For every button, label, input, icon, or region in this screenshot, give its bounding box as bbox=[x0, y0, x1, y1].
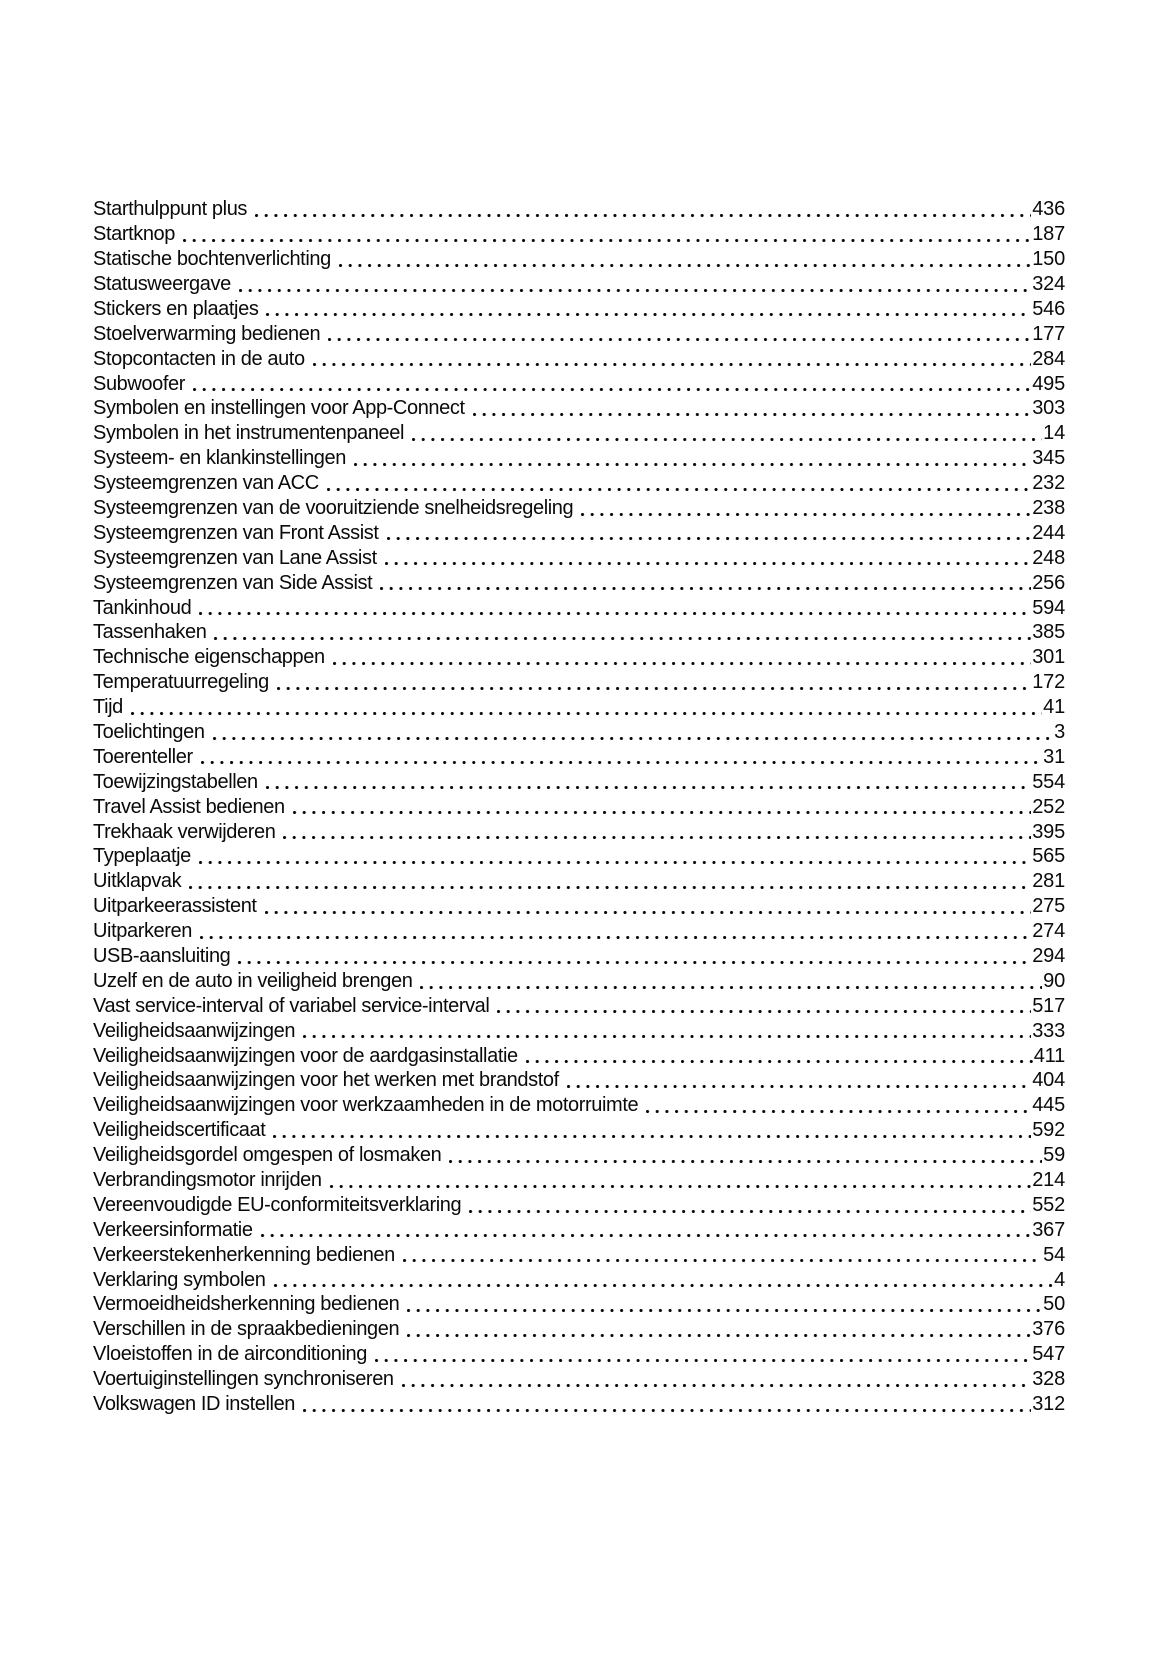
toc-page-number: 177 bbox=[1032, 322, 1065, 345]
toc-entry-label: Systeemgrenzen van Side Assist bbox=[93, 571, 373, 594]
toc-leader-dots bbox=[183, 239, 1031, 242]
toc-leader-dots bbox=[387, 537, 1032, 540]
toc-row bbox=[93, 1143, 1065, 1168]
toc-leader-dots bbox=[497, 1010, 1031, 1013]
toc-row bbox=[93, 1392, 1065, 1417]
toc-leader-dots bbox=[567, 1085, 1031, 1088]
toc-entry-label: Veiligheidsaanwijzingen bbox=[93, 1019, 296, 1042]
toc-entry-label: Vereenvoudigde EU-conformiteitsverklaring bbox=[93, 1193, 462, 1216]
toc-leader-dots bbox=[261, 1234, 1032, 1237]
toc-leader-dots bbox=[239, 289, 1031, 292]
toc-row bbox=[93, 1068, 1065, 1093]
toc-entry-label: Travel Assist bedienen bbox=[93, 795, 285, 818]
toc-page-number: 172 bbox=[1032, 671, 1065, 694]
toc-entry-label: Verkeerstekenherkenning bedienen bbox=[93, 1243, 395, 1266]
toc-page-number: 333 bbox=[1032, 1019, 1065, 1042]
toc-page-number: 411 bbox=[1033, 1044, 1065, 1067]
toc-row bbox=[93, 994, 1065, 1019]
toc-page-number: 232 bbox=[1032, 472, 1065, 495]
toc-page-number: 592 bbox=[1032, 1119, 1065, 1142]
toc-entry-label: Uitparkeren bbox=[93, 920, 192, 943]
toc-row bbox=[93, 471, 1065, 496]
toc-leader-dots bbox=[303, 1409, 1031, 1412]
toc-leader-dots bbox=[380, 587, 1031, 590]
toc-row bbox=[93, 321, 1065, 346]
toc-leader-dots bbox=[214, 637, 1031, 640]
toc-row bbox=[93, 620, 1065, 645]
toc-leader-dots bbox=[646, 1110, 1031, 1113]
toc-leader-dots bbox=[189, 886, 1031, 889]
toc-row bbox=[93, 1093, 1065, 1118]
toc-page-number: 281 bbox=[1032, 870, 1065, 893]
toc-entry-label: Uitklapvak bbox=[93, 870, 182, 893]
toc-entry-label: USB-aansluiting bbox=[93, 945, 231, 968]
toc-leader-dots bbox=[420, 986, 1042, 989]
toc-row bbox=[93, 1043, 1065, 1068]
toc-page-number: 404 bbox=[1032, 1069, 1065, 1092]
toc-entry-label: Technische eigenschappen bbox=[93, 646, 325, 669]
toc-page-number: 248 bbox=[1032, 546, 1065, 569]
toc-row bbox=[93, 869, 1065, 894]
toc-leader-dots bbox=[213, 737, 1054, 740]
toc-page-number: 31 bbox=[1043, 745, 1065, 768]
toc-row bbox=[93, 570, 1065, 595]
toc-entry-label: Uitparkeerassistent bbox=[93, 895, 257, 918]
toc-entry-label: Typeplaatje bbox=[93, 845, 191, 868]
toc-row bbox=[93, 819, 1065, 844]
toc-row bbox=[93, 919, 1065, 944]
toc-entry-label: Tankinhoud bbox=[93, 596, 192, 619]
toc-leader-dots bbox=[354, 463, 1031, 466]
toc-row bbox=[93, 769, 1065, 794]
toc-row bbox=[93, 1218, 1065, 1243]
toc-entry-label: Veiligheidsaanwijzingen voor werkzaamheden in de motorruimte bbox=[93, 1094, 639, 1117]
toc-entry-label: Toewijzingstabellen bbox=[93, 770, 258, 793]
toc-page-number: 594 bbox=[1032, 596, 1065, 619]
toc-leader-dots bbox=[402, 1384, 1032, 1387]
toc-leader-dots bbox=[449, 1160, 1042, 1163]
toc-page-number: 274 bbox=[1032, 920, 1065, 943]
toc-entry-label: Vast service-interval of variabel service-interval bbox=[93, 994, 490, 1017]
toc-entry-label: Statische bochtenverlichting bbox=[93, 248, 331, 271]
toc-row bbox=[93, 222, 1065, 247]
toc-page-number: 303 bbox=[1032, 397, 1065, 420]
toc-row bbox=[93, 446, 1065, 471]
toc-entry-label: Veiligheidscertificaat bbox=[93, 1119, 266, 1142]
toc-leader-dots bbox=[255, 214, 1031, 217]
toc-leader-dots bbox=[199, 612, 1031, 615]
toc-row bbox=[93, 1168, 1065, 1193]
toc-page-number: 495 bbox=[1032, 372, 1065, 395]
toc-page-number: 284 bbox=[1032, 347, 1065, 370]
toc-leader-dots bbox=[283, 836, 1031, 839]
toc-row bbox=[93, 894, 1065, 919]
toc-entry-label: Temperatuurregeling bbox=[93, 671, 269, 694]
toc-row bbox=[93, 346, 1065, 371]
toc-entry-label: Uzelf en de auto in veiligheid brengen bbox=[93, 969, 413, 992]
toc-entry-label: Verkeersinformatie bbox=[93, 1218, 253, 1241]
toc-leader-dots bbox=[131, 712, 1042, 715]
toc-entry-label: Veiligheidsaanwijzingen voor het werken met brandstof bbox=[93, 1069, 559, 1092]
toc-page-number: 252 bbox=[1032, 795, 1065, 818]
toc-page-number: 90 bbox=[1043, 969, 1065, 992]
toc-row bbox=[93, 371, 1065, 396]
toc-entry-label: Systeemgrenzen van Lane Assist bbox=[93, 546, 377, 569]
toc-leader-dots bbox=[412, 438, 1042, 441]
toc-page-number: 312 bbox=[1032, 1393, 1065, 1416]
toc-entry-label: Verschillen in de spraakbedieningen bbox=[93, 1318, 400, 1341]
toc-page-number: 328 bbox=[1032, 1368, 1065, 1391]
toc-leader-dots bbox=[526, 1060, 1033, 1063]
toc-row bbox=[93, 595, 1065, 620]
toc-row bbox=[93, 1367, 1065, 1392]
toc-list bbox=[93, 197, 1065, 1417]
toc-page-number: 565 bbox=[1032, 845, 1065, 868]
toc-leader-dots bbox=[277, 687, 1031, 690]
toc-entry-label: Startknop bbox=[93, 223, 176, 246]
toc-leader-dots bbox=[581, 513, 1031, 516]
toc-page-number: 554 bbox=[1032, 770, 1065, 793]
toc-row bbox=[93, 720, 1065, 745]
toc-leader-dots bbox=[200, 936, 1031, 939]
toc-page-number: 50 bbox=[1043, 1293, 1065, 1316]
toc-leader-dots bbox=[193, 388, 1031, 391]
toc-entry-label: Verklaring symbolen bbox=[93, 1268, 266, 1291]
toc-page-number: 395 bbox=[1032, 820, 1065, 843]
toc-leader-dots bbox=[313, 363, 1032, 366]
toc-leader-dots bbox=[266, 786, 1031, 789]
toc-page-number: 275 bbox=[1032, 895, 1065, 918]
toc-entry-label: Veiligheidsaanwijzingen voor de aardgasinstallatie bbox=[93, 1044, 518, 1067]
toc-leader-dots bbox=[339, 264, 1031, 267]
toc-page-number: 301 bbox=[1032, 646, 1065, 669]
toc-entry-label: Veiligheidsgordel omgespen of losmaken bbox=[93, 1144, 442, 1167]
toc-leader-dots bbox=[199, 861, 1031, 864]
toc-row bbox=[93, 421, 1065, 446]
toc-leader-dots bbox=[375, 1359, 1031, 1362]
toc-leader-dots bbox=[303, 1035, 1031, 1038]
toc-row bbox=[93, 1193, 1065, 1218]
toc-page-number: 14 bbox=[1043, 422, 1065, 445]
toc-entry-label: Vermoeidheidsherkenning bedienen bbox=[93, 1293, 400, 1316]
toc-row bbox=[93, 545, 1065, 570]
toc-page-number: 238 bbox=[1032, 496, 1065, 519]
toc-entry-label: Toerenteller bbox=[93, 745, 193, 768]
toc-row bbox=[93, 297, 1065, 322]
toc-row bbox=[93, 1267, 1065, 1292]
toc-leader-dots bbox=[328, 338, 1031, 341]
toc-row bbox=[93, 521, 1065, 546]
toc-row bbox=[93, 197, 1065, 222]
toc-page-number: 294 bbox=[1032, 945, 1065, 968]
toc-page-number: 376 bbox=[1032, 1318, 1065, 1341]
toc-entry-label: Verbrandingsmotor inrijden bbox=[93, 1169, 322, 1192]
toc-row bbox=[93, 670, 1065, 695]
toc-page-number: 546 bbox=[1032, 297, 1065, 320]
toc-entry-label: Stickers en plaatjes bbox=[93, 297, 259, 320]
toc-row bbox=[93, 745, 1065, 770]
toc-entry-label: Systeem- en klankinstellingen bbox=[93, 447, 346, 470]
toc-page-number: 256 bbox=[1032, 571, 1065, 594]
toc-entry-label: Voertuiginstellingen synchroniseren bbox=[93, 1368, 394, 1391]
toc-entry-label: Subwoofer bbox=[93, 372, 186, 395]
toc-page-number: 436 bbox=[1032, 198, 1065, 221]
toc-page-number: 214 bbox=[1032, 1169, 1065, 1192]
toc-leader-dots bbox=[201, 761, 1042, 764]
toc-page-number: 41 bbox=[1043, 696, 1065, 719]
toc-page-number: 385 bbox=[1032, 621, 1065, 644]
toc-leader-dots bbox=[385, 562, 1031, 565]
toc-entry-label: Vloeistoffen in de airconditioning bbox=[93, 1343, 368, 1366]
toc-row bbox=[93, 1292, 1065, 1317]
toc-row bbox=[93, 794, 1065, 819]
toc-leader-dots bbox=[266, 313, 1031, 316]
toc-page-number: 54 bbox=[1043, 1243, 1065, 1266]
toc-page-number: 445 bbox=[1032, 1094, 1065, 1117]
toc-page-number: 4 bbox=[1054, 1268, 1065, 1291]
toc-page-number: 345 bbox=[1032, 447, 1065, 470]
toc-entry-label: Toelichtingen bbox=[93, 721, 205, 743]
toc-entry-label: Tijd bbox=[93, 696, 123, 719]
toc-page-number: 517 bbox=[1032, 994, 1065, 1017]
toc-row bbox=[93, 645, 1065, 670]
toc-entry-label: Stoelverwarming bedienen bbox=[93, 322, 321, 345]
toc-row bbox=[93, 969, 1065, 994]
toc-entry-label: Trekhaak verwijderen bbox=[93, 820, 276, 843]
toc-page-number: 244 bbox=[1032, 521, 1065, 544]
toc-row bbox=[93, 844, 1065, 869]
toc-leader-dots bbox=[273, 1135, 1031, 1138]
toc-page-number: 59 bbox=[1043, 1144, 1065, 1167]
toc-entry-label: Symbolen en instellingen voor App-Connect bbox=[93, 397, 465, 420]
toc-page-number: 547 bbox=[1032, 1343, 1065, 1366]
toc-entry-label: Stopcontacten in de auto bbox=[93, 347, 305, 370]
toc-leader-dots bbox=[473, 413, 1032, 416]
toc-leader-dots bbox=[403, 1259, 1042, 1262]
toc-entry-label: Systeemgrenzen van ACC bbox=[93, 472, 319, 495]
toc-leader-dots bbox=[274, 1284, 1054, 1287]
toc-page-number: 324 bbox=[1032, 272, 1065, 295]
toc-page-number: 150 bbox=[1032, 248, 1065, 271]
toc-row bbox=[93, 1118, 1065, 1143]
toc-row bbox=[93, 944, 1065, 969]
toc-leader-dots bbox=[293, 811, 1032, 814]
toc-row bbox=[93, 1317, 1065, 1342]
toc-entry-label: Statusweergave bbox=[93, 272, 231, 295]
toc-leader-dots bbox=[238, 961, 1031, 964]
toc-leader-dots bbox=[407, 1334, 1031, 1337]
toc-page-number: 187 bbox=[1032, 223, 1065, 246]
toc-page-number: 552 bbox=[1032, 1193, 1065, 1216]
toc-leader-dots bbox=[327, 488, 1031, 491]
toc-entry-label: Starthulppunt plus bbox=[93, 198, 248, 221]
toc-entry-label: Symbolen in het instrumentenpaneel bbox=[93, 422, 405, 445]
toc-entry-label: Systeemgrenzen van de vooruitziende snelheidsregeling bbox=[93, 496, 574, 519]
toc-row bbox=[93, 1242, 1065, 1267]
toc-row bbox=[93, 247, 1065, 272]
toc-page-number: 367 bbox=[1032, 1218, 1065, 1241]
toc-leader-dots bbox=[330, 1185, 1032, 1188]
toc-page-number: 3 bbox=[1054, 721, 1065, 743]
toc-leader-dots bbox=[333, 662, 1032, 665]
toc-row bbox=[93, 396, 1065, 421]
toc-row bbox=[93, 695, 1065, 720]
toc-entry-label: Tassenhaken bbox=[93, 621, 207, 644]
toc-entry-label: Systeemgrenzen van Front Assist bbox=[93, 521, 379, 544]
toc-entry-label: Volkswagen ID instellen bbox=[93, 1393, 296, 1416]
toc-row bbox=[93, 496, 1065, 521]
toc-leader-dots bbox=[469, 1210, 1031, 1213]
toc-row bbox=[93, 1018, 1065, 1043]
toc-row bbox=[93, 1342, 1065, 1367]
toc-leader-dots bbox=[265, 911, 1032, 914]
toc-leader-dots bbox=[407, 1309, 1042, 1312]
toc-row bbox=[93, 272, 1065, 297]
